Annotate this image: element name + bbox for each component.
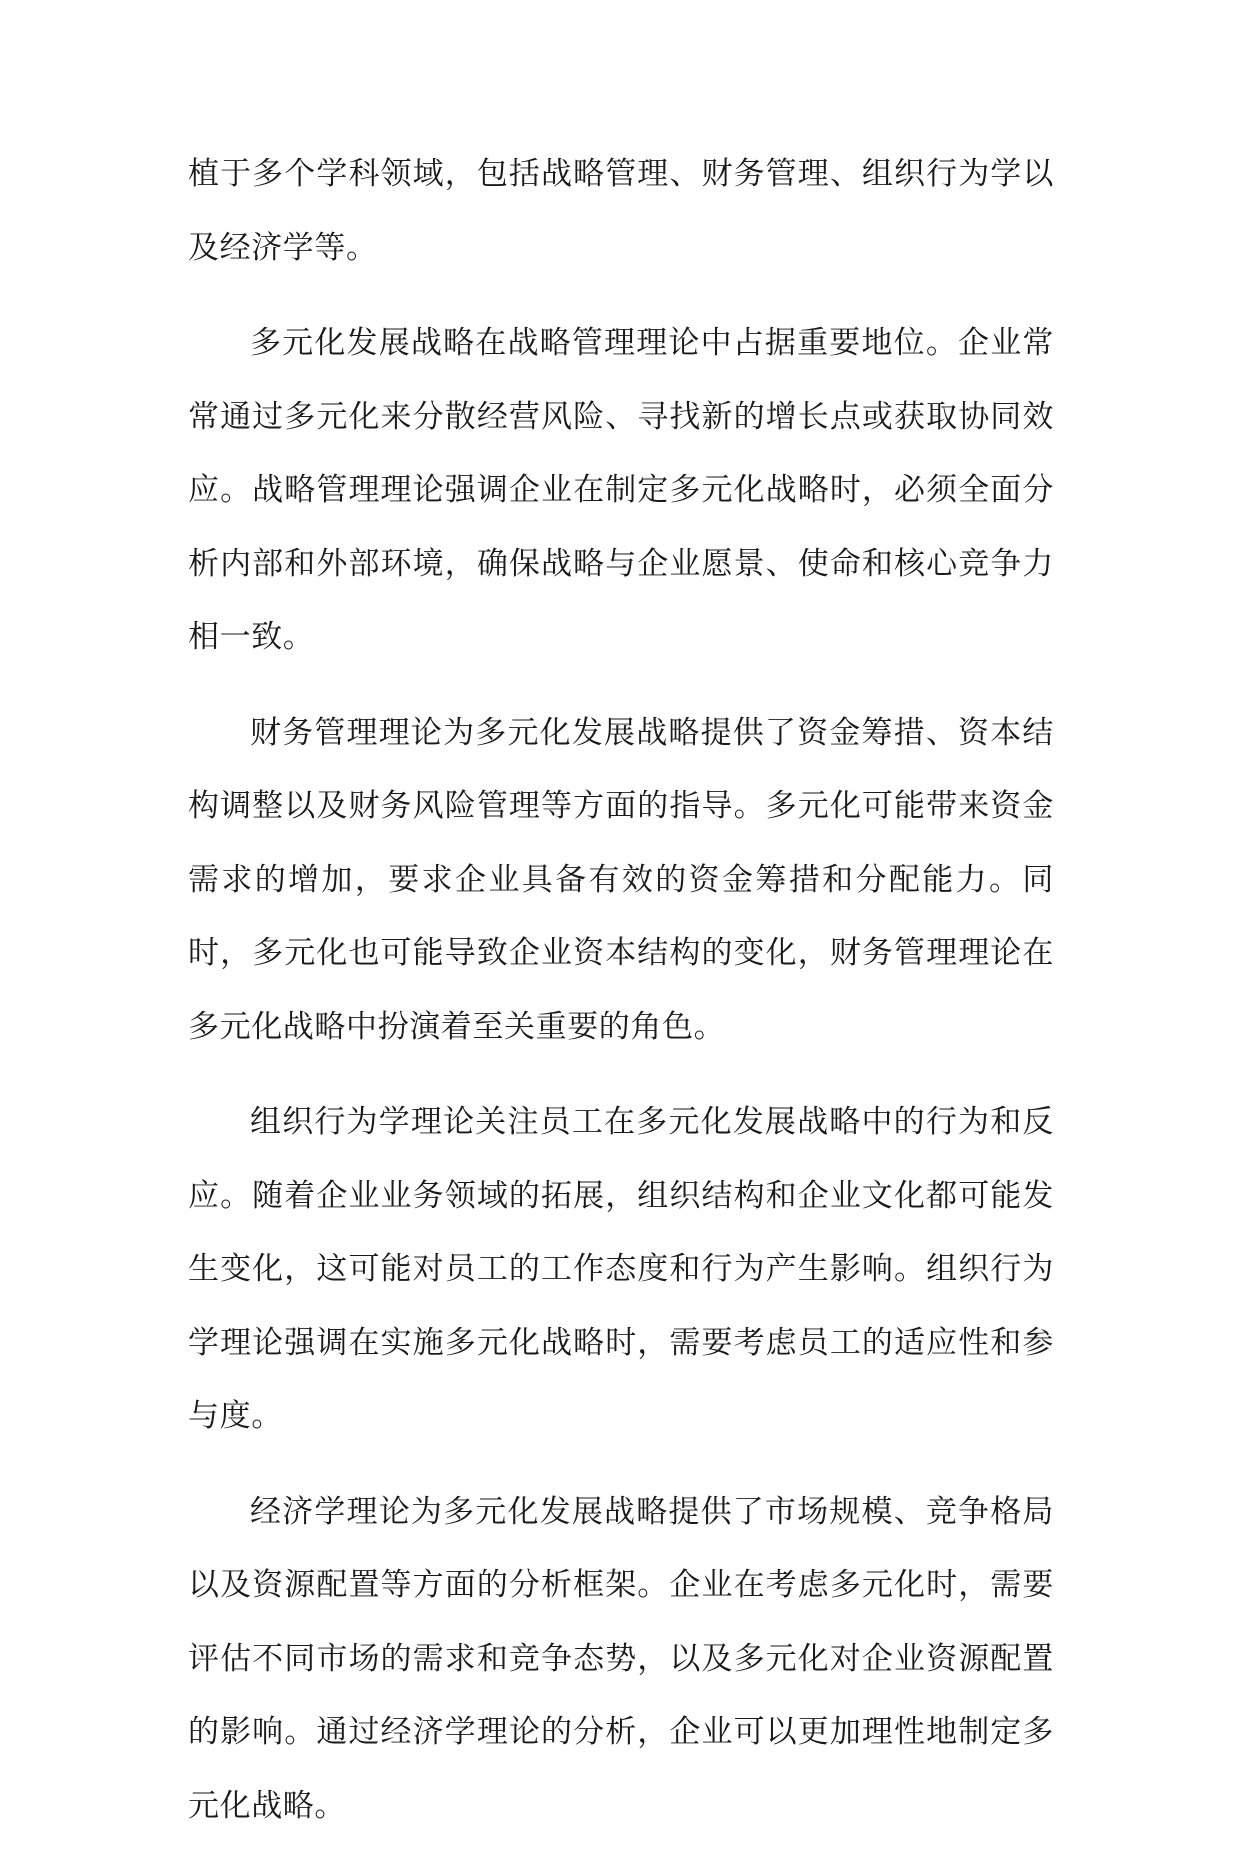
paragraph-continuation: 植于多个学科领域，包括战略管理、财务管理、组织行为学以及经济学等。 (188, 156, 1054, 266)
paragraph-financial-management: 财务管理理论为多元化发展战略提供了资金筹措、资本结构调整以及财务风险管理等方面的指导。多元化可能带来资金需求的增加，要求企业具备有效的资金筹措和分配能力。同时，多元化也可能导致企业资本结构的变化，财务管理理论在多元化战略中扮演着至关重要的角色。 (188, 714, 1054, 1045)
paragraph-organizational-behavior: 组织行为学理论关注员工在多元化发展战略中的行为和反应。随着企业业务领域的拓展，组织结构和企业文化都可能发生变化，这可能对员工的工作态度和行为产生影响。组织行为学理论强调在实施多元化战略时，需要考虑员工的适应性和参与度。 (188, 1104, 1054, 1434)
paragraph-economics: 经济学理论为多元化发展战略提供了市场规模、竞争格局以及资源配置等方面的分析框架。企业在考虑多元化时，需要评估不同市场的需求和竞争态势，以及多元化对企业资源配置的影响。通过经济学理论的分析，企业可以更加理性地制定多元化战略。 (188, 1493, 1054, 1824)
document-body (188, 138, 1054, 1865)
paragraph-strategic-management: 多元化发展战略在战略管理理论中占据重要地位。企业常常通过多元化来分散经营风险、寻找新的增长点或获取协同效应。战略管理理论强调企业在制定多元化战略时，必须全面分析内部和外部环境，确保战略与企业愿景、使命和核心竞争力相一致。 (188, 325, 1054, 655)
